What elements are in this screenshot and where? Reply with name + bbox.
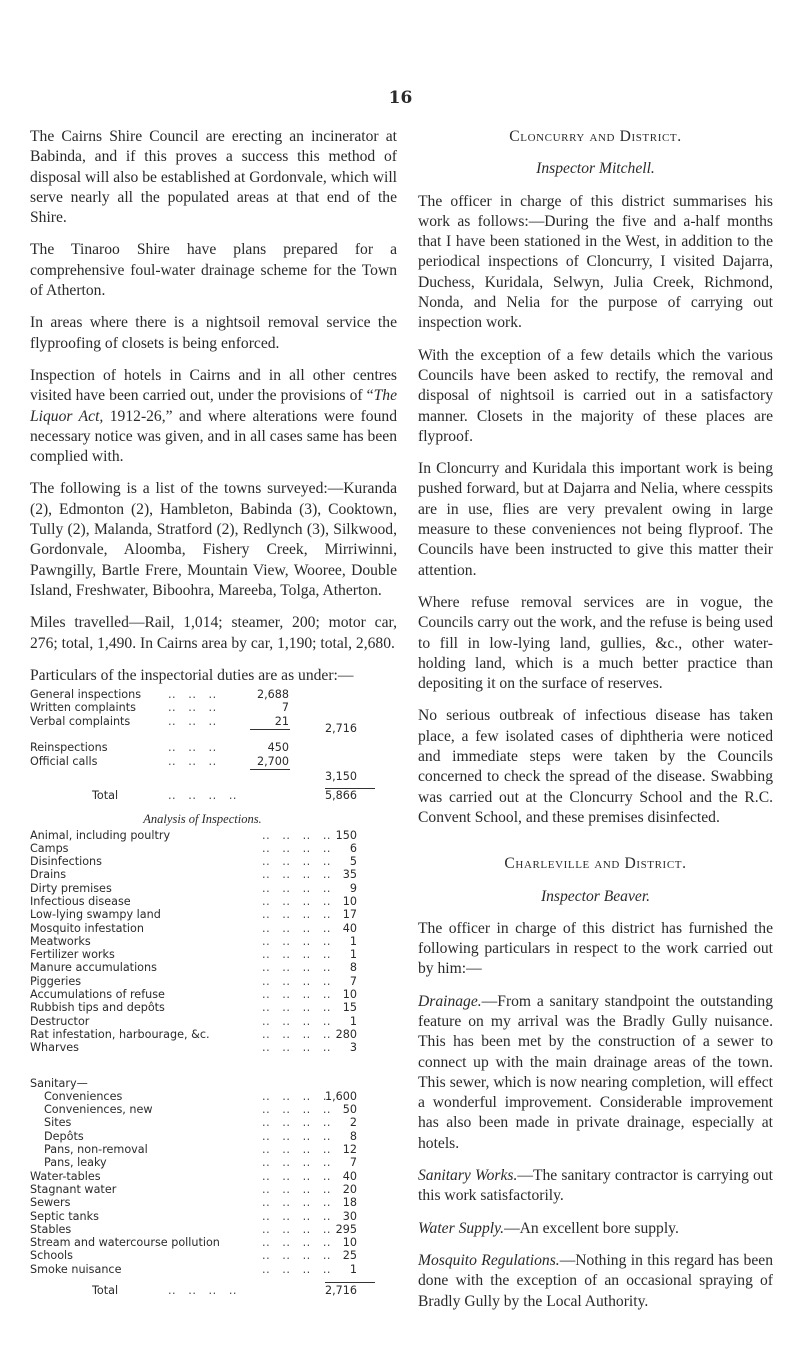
paragraph-drainage-scheme: The Tinaroo Shire have plans prepared for a comprehensive foul-water drainage scheme for the Town of Atherton. [30, 241, 397, 300]
paragraph-sanitary-works: Sanitary Works.—The sanitary contractor is carrying out this work satisfactorily. [418, 1167, 773, 1205]
paragraph-miles-travelled: Miles travelled—Rail, 1,014; steamer, 200; motor car, 276; total, 1,490. In Cairns area by car, 1,190; total, 2,680. [30, 614, 397, 652]
table-row: Verbal complaints .. .. .. 21 [30, 714, 289, 728]
total-value: 5,866 [324, 789, 357, 803]
table-row: Animal, including poultry .. .. .. .. 150 [30, 828, 357, 842]
row-label: Wharves [30, 1041, 79, 1055]
duty-label: Written complaints [30, 701, 136, 715]
row-value: 18 [342, 1196, 357, 1210]
row-value: 5 [349, 855, 357, 869]
table-row: Sewers .. .. .. .. 18 [30, 1196, 357, 1210]
table-row: Written complaints .. .. .. 7 [30, 701, 289, 715]
duty-label: Official calls [30, 754, 98, 768]
row-value: 9 [349, 881, 357, 895]
paragraph-refuse: Where refuse removal services are in vogue, the Councils carry out the work, and the refuse is being used to fill in low-lying land, gullies, &c., other water-holding land, which is a much better practice than depositing it on the surface of reserves. [418, 593, 773, 693]
duty-value: 2,700 [256, 754, 289, 768]
table-row: Wharves .. .. .. .. 3 [30, 1041, 357, 1055]
row-value: 10 [342, 894, 357, 908]
table-row: Schools .. .. .. .. 25 [30, 1249, 357, 1263]
table-row: Disinfections .. .. .. .. 5 [30, 855, 357, 869]
row-value: 15 [342, 1001, 357, 1015]
row-value: 40 [342, 1169, 357, 1183]
inspector-mitchell: Inspector Mitchell. [536, 160, 655, 178]
paragraph-charleville-intro: The officer in charge of this district has furnished the following particulars in respect to the work carried out by him:— [418, 919, 773, 978]
row-value: 8 [349, 961, 357, 975]
row-value: 150 [335, 828, 357, 842]
row-value: 1,600 [324, 1089, 357, 1103]
table-row: Reinspections .. .. .. 450 [30, 741, 289, 755]
row-label: Dirty premises [30, 881, 112, 895]
row-value: 1 [349, 1262, 357, 1276]
analysis-title: Analysis of Inspections. [143, 811, 262, 826]
duty-subtotal: 2,716 [324, 722, 357, 736]
page-number: 16 [388, 88, 413, 108]
paragraph-incinerator: The Cairns Shire Council are erecting an incinerator at Babinda, and if this proves a success this method of disposal will also be established at Gordonvale, which will serve nearly all the populated areas at that end of the Shire. [30, 128, 397, 227]
table-row: Meatworks .. .. .. .. 1 [30, 934, 357, 948]
table-row: Infectious disease .. .. .. .. 10 [30, 894, 357, 908]
table-row: Drains .. .. .. .. 35 [30, 868, 357, 882]
row-value: 2 [349, 1116, 357, 1130]
divider [250, 769, 290, 770]
table-row [30, 768, 375, 781]
table-row: Accumulations of refuse .. .. .. .. 10 [30, 988, 357, 1002]
row-label: Mosquito infestation [30, 921, 144, 935]
section-heading-cloncurry: Cloncurry and District. [509, 128, 682, 145]
row-label: Water-tables [30, 1169, 101, 1183]
row-label: Camps [30, 841, 69, 855]
table-row: Pans, leaky .. .. .. .. 7 [44, 1156, 357, 1170]
table-row: Official calls .. .. .. 2,700 [30, 754, 289, 768]
table-row: Dirty premises .. .. .. .. 9 [30, 881, 357, 895]
table-row: Stagnant water .. .. .. .. 20 [30, 1182, 357, 1196]
row-label: Pans, non-removal [44, 1143, 148, 1157]
paragraph-water-supply: Water Supply.—An excellent bore supply. [418, 1219, 679, 1237]
row-value: 10 [342, 1236, 357, 1250]
row-label: Low-lying swampy land [30, 908, 161, 922]
duty-value: 7 [281, 701, 289, 715]
row-value: 7 [349, 1156, 357, 1170]
paragraph-flyproofing: In areas where there is a nightsoil removal service the flyproofing of closets is being enforced. [30, 314, 397, 352]
table-row: Mosquito infestation .. .. .. .. 40 [30, 921, 357, 935]
row-value: 6 [349, 841, 357, 855]
table-row: Camps .. .. .. .. 6 [30, 841, 357, 855]
duty-value: 21 [274, 714, 289, 728]
paragraph-cloncurry-summary: The officer in charge of this district summarises his work as follows:—During the five and a-half months that I have been stationed in the West, in addition to the periodical inspections of Cloncurry, I visited Dajarra, Duchess, Kuridala, Selwyn, Julia Creek, Richmond, Nonda, and Nelia for the purpose of carrying out inspection work. [418, 192, 773, 332]
row-value: 3 [349, 1041, 357, 1055]
total-label: Total [92, 789, 119, 803]
right-column [418, 127, 773, 1324]
row-label: Disinfections [30, 855, 102, 869]
row-label: Conveniences, new [44, 1103, 153, 1117]
row-label: Infectious disease [30, 894, 131, 908]
table-row: Destructor .. .. .. .. 1 [30, 1014, 357, 1028]
row-label: Stables [30, 1222, 72, 1236]
row-value: 7 [349, 974, 357, 988]
table-row: Smoke nuisance .. .. .. .. 1 [30, 1262, 357, 1276]
row-value: 295 [335, 1222, 357, 1236]
paragraph-infectious: No serious outbreak of infectious disease has taken place, a few isolated cases of diphtheria were noticed and immediate steps were taken by the Councils concerned to check the spread of the disease. Swabbing was carried out at the Cloncurry School and the R.C. Convent School, and these premises disinfected. [418, 707, 773, 826]
row-label: Destructor [30, 1014, 90, 1028]
hotel-text-b: 1912-26,” and where alterations were found necessary notice was given, and in all cases same has been complied with. [30, 407, 397, 466]
row-label: Manure accumulations [30, 961, 157, 975]
table-row: Piggeries .. .. .. .. 7 [30, 974, 357, 988]
paragraph-mosquito: Mosquito Regulations.—Nothing in this regard has been done with the exception of an occasional spraying of Bradly Gully by the Local Authority. [418, 1251, 773, 1310]
row-value: 35 [342, 868, 357, 882]
table-row: Total .. .. .. .. 2,716 [92, 1284, 357, 1297]
row-value: 20 [342, 1182, 357, 1196]
row-value: 280 [335, 1027, 357, 1041]
liquor-act-title: The Liquor Act, [30, 387, 397, 425]
paragraph-nightsoil: With the exception of a few details which the various Councils have been asked to rectify, the removal and disposal of nightsoil is carried out in a satisfactory manner. Closets in the majority of these places are flyproof. [418, 346, 773, 445]
paragraph-drainage: Drainage.—From a sanitary standpoint the outstanding feature on my arrival was the Bradly Gully nuisance. This has been met by the construction of a sewer to connect up with the main drainage areas of the town. This sewer, which is now nearing completion, will effect a wonderful improvement. Considerable improvement has also been made in private drainage, especially at hotels. [418, 992, 773, 1152]
row-value: 10 [342, 988, 357, 1002]
table-row: Pans, non-removal .. .. .. .. 12 [44, 1143, 357, 1157]
row-label: Schools [30, 1249, 73, 1263]
row-label: Depôts [44, 1129, 84, 1143]
table-row: Rubbish tips and depôts .. .. .. .. 15 [30, 1001, 357, 1015]
other-rows [30, 1170, 375, 1276]
total-label: Total [92, 1284, 119, 1297]
duty-subtotal: 3,150 [324, 769, 357, 783]
duty-label: General inspections [30, 688, 142, 702]
table-row: Depôts .. .. .. .. 8 [44, 1129, 357, 1143]
row-value: 12 [342, 1143, 357, 1157]
row-label: Pans, leaky [44, 1156, 107, 1170]
table-row: Stream and watercourse pollution .. .. .. .. 10 [30, 1236, 357, 1250]
row-label: Meatworks [30, 934, 91, 948]
duties-table [30, 688, 375, 802]
table-row: Conveniences, new .. .. .. .. 50 [44, 1103, 357, 1117]
hotel-text-a: Inspection of hotels in Cairns and in all other centres visited have been carried out, under the provisions of “ [30, 366, 397, 405]
row-label: Sewers [30, 1196, 71, 1210]
paragraph-particulars: Particulars of the inspectorial duties are as under:— [30, 666, 354, 684]
row-label: Stream and watercourse pollution [30, 1236, 220, 1250]
table-row: Rat infestation, harbourage, &c. .. .. .. .. 280 [30, 1027, 357, 1041]
section-heading-charleville: Charleville and District. [504, 855, 687, 873]
row-value: 1 [349, 1014, 357, 1028]
row-label: Sites [44, 1116, 72, 1130]
paragraph-towns-surveyed: The following is a list of the towns surveyed:—Kuranda (2), Edmonton (2), Hambleton, Babinda (3), Cooktown, Tully (2), Malanda, Stratford (2), Redlynch (3), Silkwood, Gordonvale, Aloomba, Fishery Creek, Mirriwinni, Pawngilly, Bartle Frere, Mountain View, Wooree, Double Island, Freshwater, Biboohra, Mareeba, Tolga, Atherton. [30, 480, 397, 599]
row-label: Drains [30, 868, 67, 882]
table-row: Stables .. .. .. .. 295 [30, 1222, 357, 1236]
analysis-rows [30, 829, 375, 1055]
table-row: Septic tanks .. .. .. .. 30 [30, 1209, 357, 1223]
row-label: Animal, including poultry [30, 828, 171, 842]
row-value: 30 [342, 1209, 357, 1223]
row-label: Stagnant water [30, 1182, 117, 1196]
table-row: Manure accumulations .. .. .. .. 8 [30, 961, 357, 975]
row-label: Fertilizer works [30, 948, 115, 962]
row-value: 25 [342, 1249, 357, 1263]
row-value: 1 [349, 948, 357, 962]
divider [250, 729, 290, 730]
inspector-beaver: Inspector Beaver. [540, 887, 651, 905]
row-value: 1 [349, 934, 357, 948]
left-column [30, 127, 397, 1297]
paragraph-cesspits: In Cloncurry and Kuridala this important work is being pushed forward, but at Dajarra and Nelia, where cesspits are in use, flies are very prevalent owing in large measure to these conveniences not being flyproof. The Councils have been instructed to give this matter their attention. [418, 460, 773, 579]
duty-label: Verbal complaints [30, 714, 131, 728]
total-value: 2,716 [324, 1284, 357, 1297]
table-row: Sites .. .. .. .. 2 [44, 1116, 357, 1130]
table-row: Total .. .. .. .. 5,866 [92, 789, 357, 803]
row-value: 8 [349, 1129, 357, 1143]
row-value: 50 [342, 1103, 357, 1117]
table-row: Low-lying swampy land .. .. .. .. 17 [30, 908, 357, 922]
analysis-table [30, 813, 375, 1298]
sanitary-heading: Sanitary— [30, 1076, 88, 1090]
duty-label: Reinspections [30, 741, 108, 755]
row-value: 17 [342, 908, 357, 922]
divider [325, 1282, 375, 1283]
table-row [30, 722, 375, 741]
row-label: Rubbish tips and depôts [30, 1001, 165, 1015]
row-label: Accumulations of refuse [30, 988, 165, 1002]
table-row: Fertilizer works .. .. .. .. 1 [30, 948, 357, 962]
table-row: Conveniences .. .. .. .. 1,600 [44, 1089, 357, 1103]
row-label: Conveniences [44, 1089, 123, 1103]
row-value: 40 [342, 921, 357, 935]
row-label: Piggeries [30, 974, 82, 988]
paragraph-hotel-inspection [30, 366, 397, 467]
sanitary-rows [30, 1090, 375, 1170]
table-row: General inspections .. .. .. 2,688 [30, 688, 289, 702]
duty-value: 2,688 [256, 688, 289, 702]
row-label: Smoke nuisance [30, 1262, 122, 1276]
row-label: Septic tanks [30, 1209, 99, 1223]
row-label: Rat infestation, harbourage, &c. [30, 1027, 210, 1041]
duty-value: 450 [267, 741, 289, 755]
table-row: Water-tables .. .. .. .. 40 [30, 1169, 357, 1183]
